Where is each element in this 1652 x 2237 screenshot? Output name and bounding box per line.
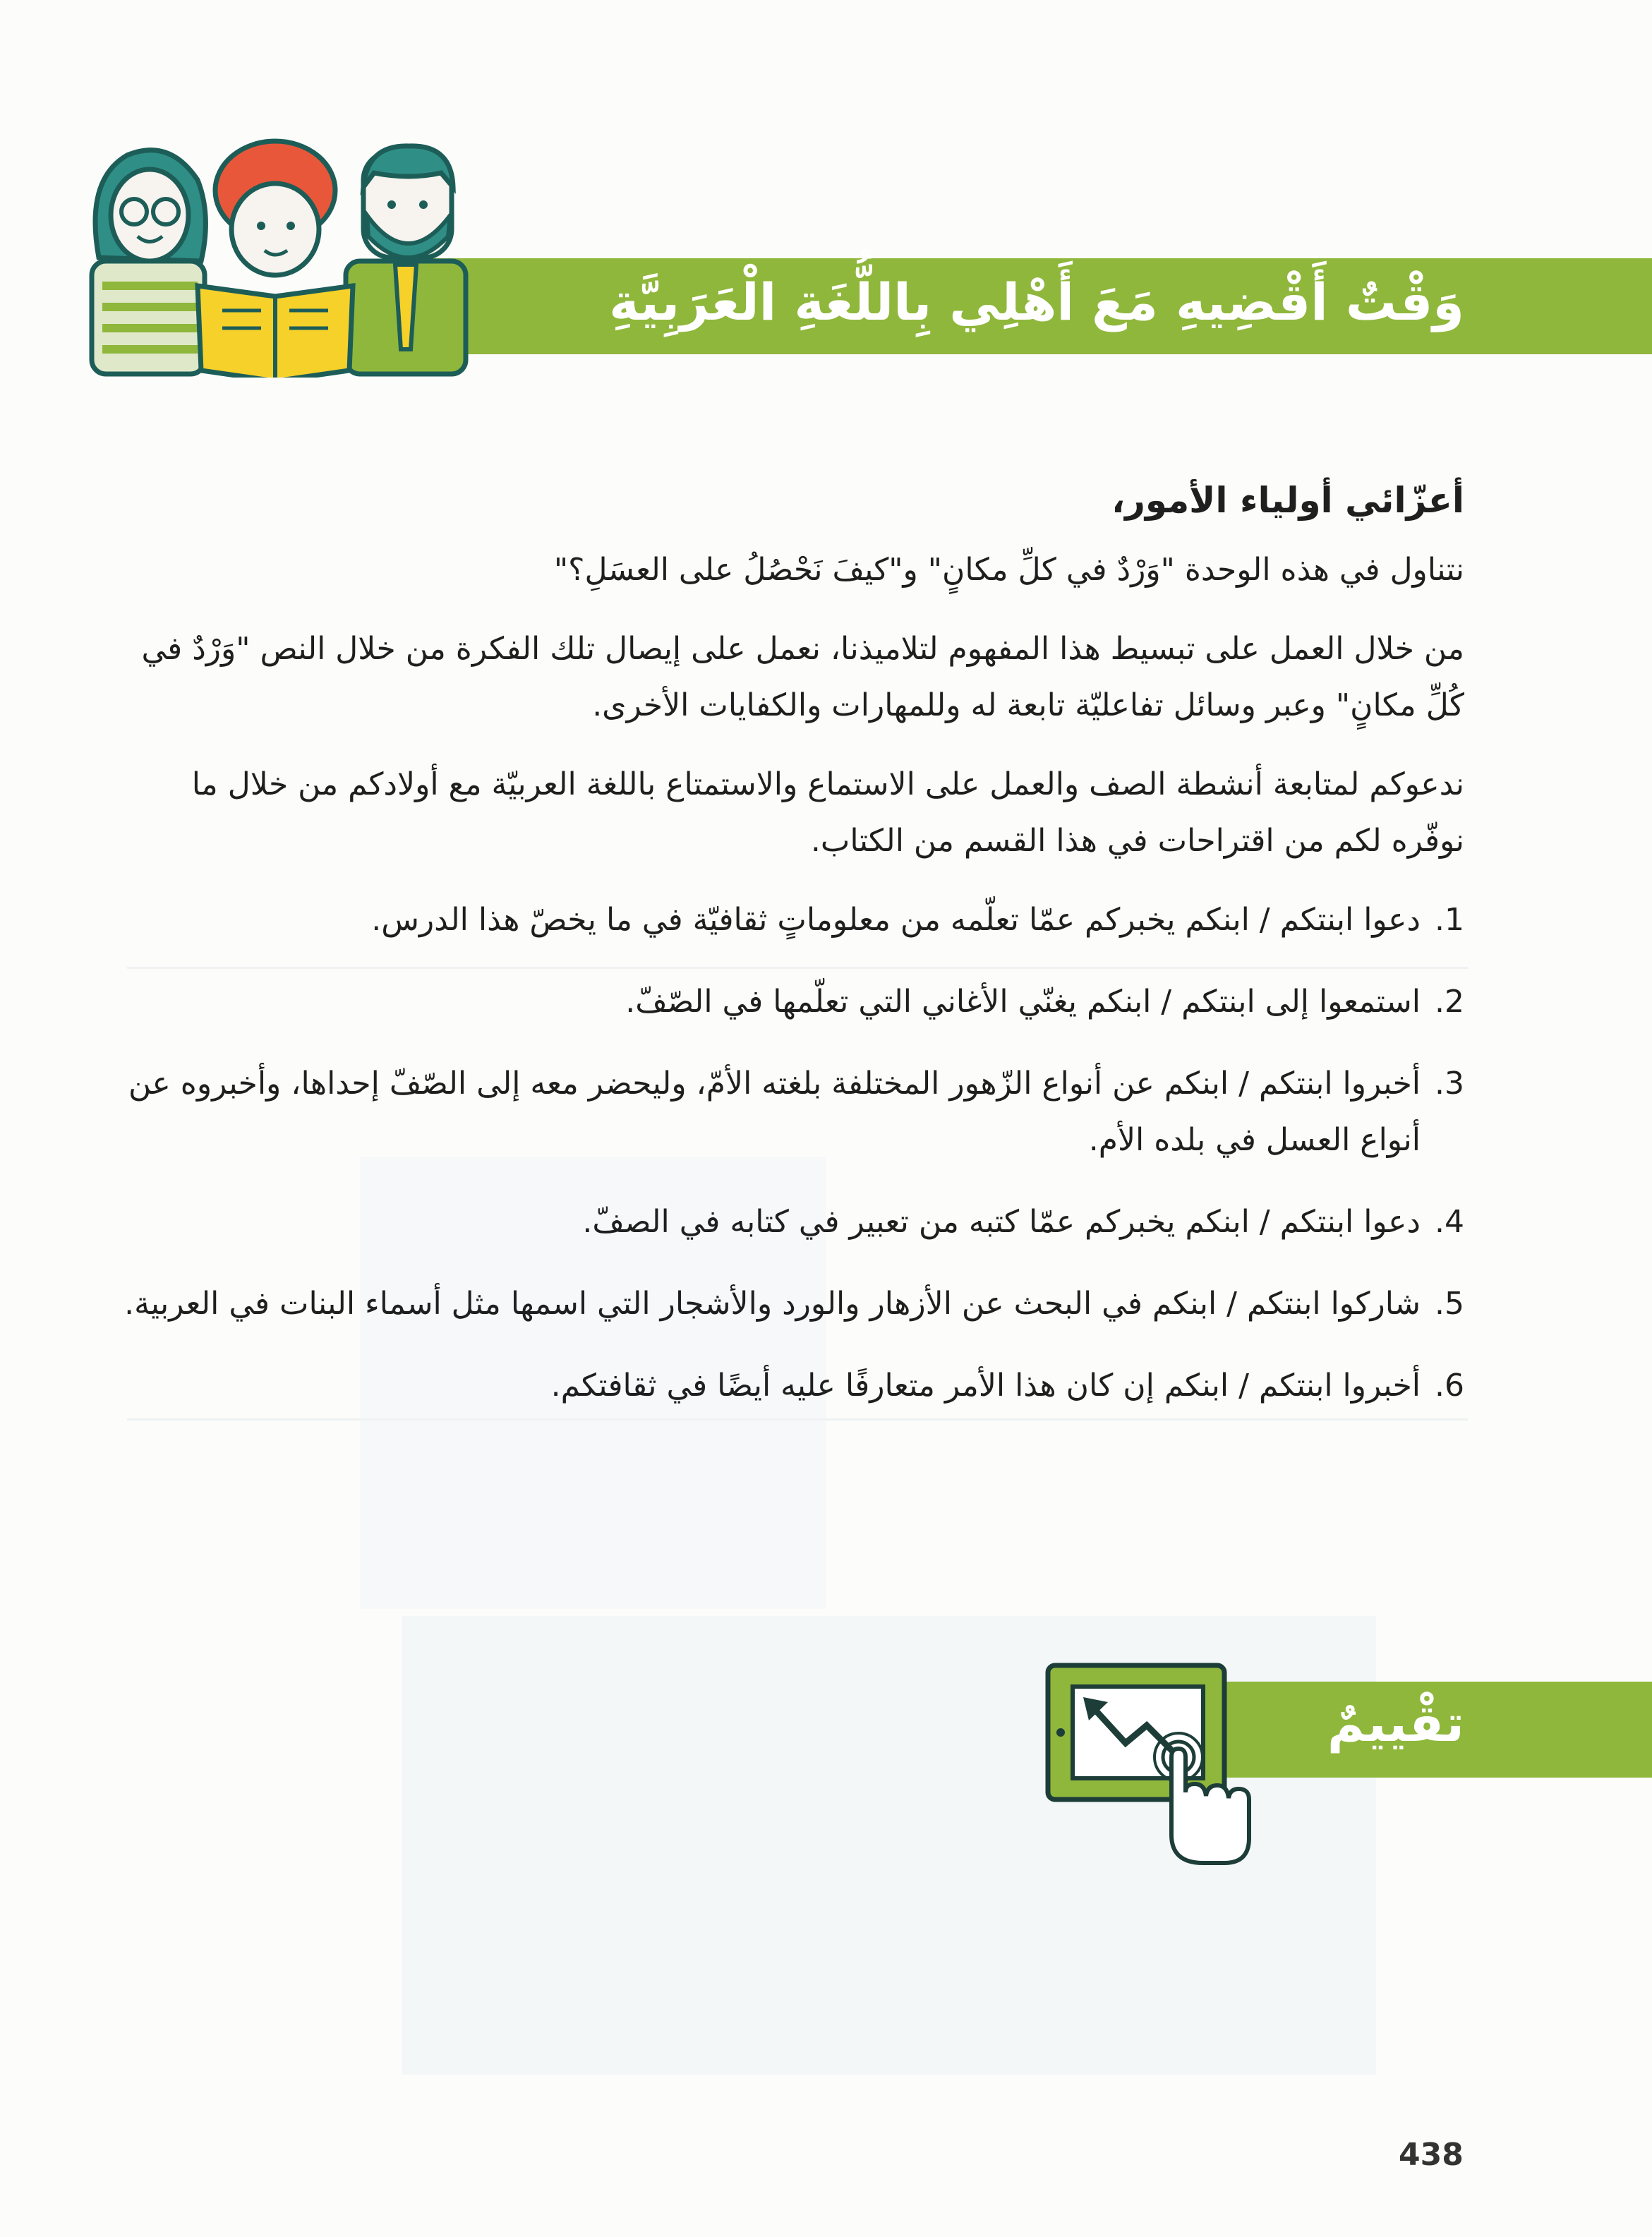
list-item-number: 4.: [1435, 1204, 1464, 1240]
evaluation-title: تقْييمٌ: [1327, 1694, 1464, 1753]
ghost-show-through: [1003, 0, 1610, 92]
letter-greeting: أعزّائي أولياء الأمور،: [1111, 480, 1464, 521]
list-item-number: 2.: [1435, 984, 1464, 1020]
letter-paragraph: نتناول في هذه الوحدة "وَرْدٌ في كلِّ مكانٍ" و"كيفَ نَحْصُلُ على العسَلِ؟": [553, 552, 1464, 588]
list-item-number: 1.: [1435, 902, 1464, 938]
list-item: [123, 1056, 1464, 1169]
list-item: [123, 892, 1464, 948]
family-reading-icon: [85, 138, 480, 378]
page-number: 438: [1399, 2137, 1464, 2173]
list-item-number: 5.: [1435, 1286, 1464, 1322]
suggestions-list: [123, 892, 1464, 1414]
list-item-text: شاركوا ابنتكم / ابنكم في البحث عن الأزهار والورد والأشجار التي اسمها مثل أسماء البنات في العربية.: [124, 1286, 1421, 1322]
list-item-text: أخبروا ابنتكم / ابنكم إن كان هذا الأمر متعارفًا عليه أيضًا في ثقافتكم.: [550, 1368, 1421, 1404]
list-item-text: دعوا ابنتكم / ابنكم يخبركم عمّا تعلّمه من معلوماتٍ ثقافيّة في ما يخصّ هذا الدرس.: [371, 902, 1421, 938]
list-item-number: 6.: [1435, 1368, 1464, 1404]
parents-letter: [123, 480, 1464, 1440]
list-item-text: أخبروا ابنتكم / ابنكم عن أنواع الزّهور المختلفة بلغته الأمّ، وليحضر معه إلى الصّفّ إحداها، وأخبروه عن أنواع العسل في بلده الأم.: [128, 1066, 1421, 1158]
list-item-number: 3.: [1435, 1066, 1464, 1102]
letter-paragraph: ندعوكم لمتابعة أنشطة الصف والعمل على الاستماع والاستمتاع باللغة العربيّة مع أولادكم من خلال ما نوفّره لكم من اقتراحات في هذا القسم من الكتاب.: [191, 766, 1464, 859]
letter-paragraph: من خلال العمل على تبسيط هذا المفهوم لتلاميذنا، نعمل على إيصال تلك الفكرة من خلال النص "وَرْدٌ في كُلِّ مكانٍ" وعبر وسائل تفاعليّة تابعة له وللمهارات والكفايات الأخرى.: [141, 631, 1464, 723]
list-item: [123, 1276, 1464, 1332]
list-item: [123, 1358, 1464, 1414]
list-item: [123, 1194, 1464, 1250]
page-title: وَقْتٌ أَقْضِيهِ مَعَ أَهْلِي بِاللُّغَةِ الْعَرَبِيَّةِ: [609, 272, 1464, 332]
tablet-touch-icon: [1041, 1658, 1267, 1870]
list-item-text: دعوا ابنتكم / ابنكم يخبركم عمّا كتبه من تعبير في كتابه في الصفّ.: [582, 1204, 1421, 1240]
list-item: [123, 974, 1464, 1030]
list-item-text: استمعوا إلى ابنتكم / ابنكم يغنّي الأغاني التي تعلّمها في الصّفّ.: [625, 984, 1421, 1020]
